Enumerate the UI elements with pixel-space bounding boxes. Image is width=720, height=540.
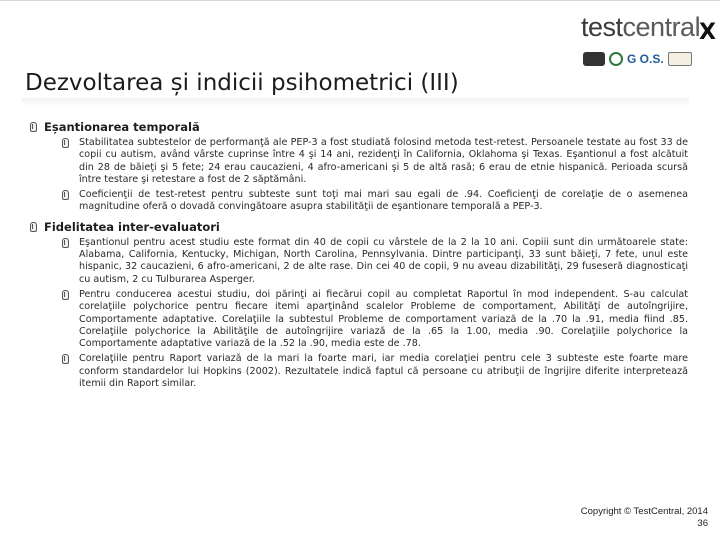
title-underline-shade [22, 98, 689, 106]
bullet-icon [60, 290, 69, 300]
list-item-text: Stabilitatea subtestelor de performanţă ale PEP-3 a fost studiată folosind metoda test-retest. Persoanele testate au fost 33 de copii cu autism, având vârste cuprinse între 4 şi 14 ani, rezidenţi în California, Oklahoma şi Texas. Eşantionul a fost alcătuit din 28 de băieţi şi 5 fete; 24 erau caucazieni, 4 afro-americani şi 5 de altă rasă; 6 erau de etnie hispanică. Perioada scursă între testare şi retestare a fost de 2 săptămâni. [79, 137, 688, 185]
bullet-icon [28, 122, 37, 132]
section-heading-text: Fidelitatea inter-evaluatori [44, 219, 220, 234]
close-icon[interactable]: X [699, 20, 716, 45]
gos-logo-icon [609, 52, 623, 66]
list-item-text: Eşantionul pentru acest studiu este format din 40 de copii cu vârstele de la 2 la 10 ani. Copiii sunt din următoarele state: Alabama, California, Kentucky, Michigan, North Carolina, Pennsylvania. Dintre participanţi, 33 sunt băieţi, 7 fete, unul este hispanic, 32 caucazieni, 6 afro-americani, 2 de alte rase. Din cei 40 de copii, 9 nu aveau dizabilităţi, 29 fuseseră diagnosticaţi cu autism, 2 cu Tulburarea Asperger. [79, 236, 688, 285]
list-item [28, 189, 688, 214]
bullet-icon [28, 222, 37, 232]
slide-title: Dezvoltarea și indicii psihometrici (III) [25, 70, 459, 96]
section-heading [28, 120, 688, 134]
slide-footer [581, 506, 708, 530]
list-item [28, 137, 688, 186]
bullet-icon [60, 354, 69, 364]
bullet-icon [60, 238, 69, 248]
bullet-icon [60, 138, 69, 148]
section-heading-text: Eșantionarea temporală [44, 120, 200, 134]
logo-wordmark [581, 10, 700, 44]
list-item [28, 289, 688, 350]
page-number: 36 [697, 518, 708, 529]
top-border-line [0, 0, 720, 1]
copyright-text: Copyright © TestCentral, 2014 [580, 506, 708, 517]
partner-logos [583, 50, 692, 68]
testcentral-logo [581, 10, 706, 70]
list-item [28, 237, 688, 286]
book-logo-icon [668, 52, 692, 66]
partner-logo-icon [583, 52, 605, 66]
slide-content [28, 120, 688, 393]
logo-word-test: test [581, 12, 623, 42]
bullet-icon [60, 190, 69, 200]
gos-label: G O.S. [627, 52, 664, 66]
section-heading [28, 220, 688, 234]
logo-word-central: central [622, 12, 701, 42]
list-item-text: Coeficienţii de test-retest pentru subteste sunt toţi mai mari sau egali de .94. Coeficienţi de corelaţie de o asemenea magnitudine oferă o dovadă convingătoare asupra stabilităţii de eşantionare temporală a PEP-3. [79, 189, 688, 213]
list-item-text: Pentru conducerea acestui studiu, doi părinţi ai fiecărui copil au completat Raportul în mod independent. S-au calculat corelaţiile polychorice pentru fiecare itemi aparţinând scalelor Probleme de comportament, Abilităţi de autoîngrijire, Comportamente adaptative. Corelaţiile la subtestul Probleme de comportament variază de la .70 la .91, media fiind .85. Corelaţiile polychorice la Abilităţile de autoîngrijire variază de la .65 la 1.00, media .90. Corelaţiile polychorice la Comportamente adaptative variază de la .52 la .90, media este de .78. [79, 288, 688, 350]
list-item [28, 353, 688, 390]
list-item-text: Corelaţiile pentru Raport variază de la mari la foarte mari, iar media corelaţiei pentru cele 3 subteste este foarte mare conform standardelor lui Hopkins (2002). Rezultatele indică faptul că persoane cu atribuţii de îngrijire diferite interpretează itemii din Raport similar. [79, 353, 688, 390]
